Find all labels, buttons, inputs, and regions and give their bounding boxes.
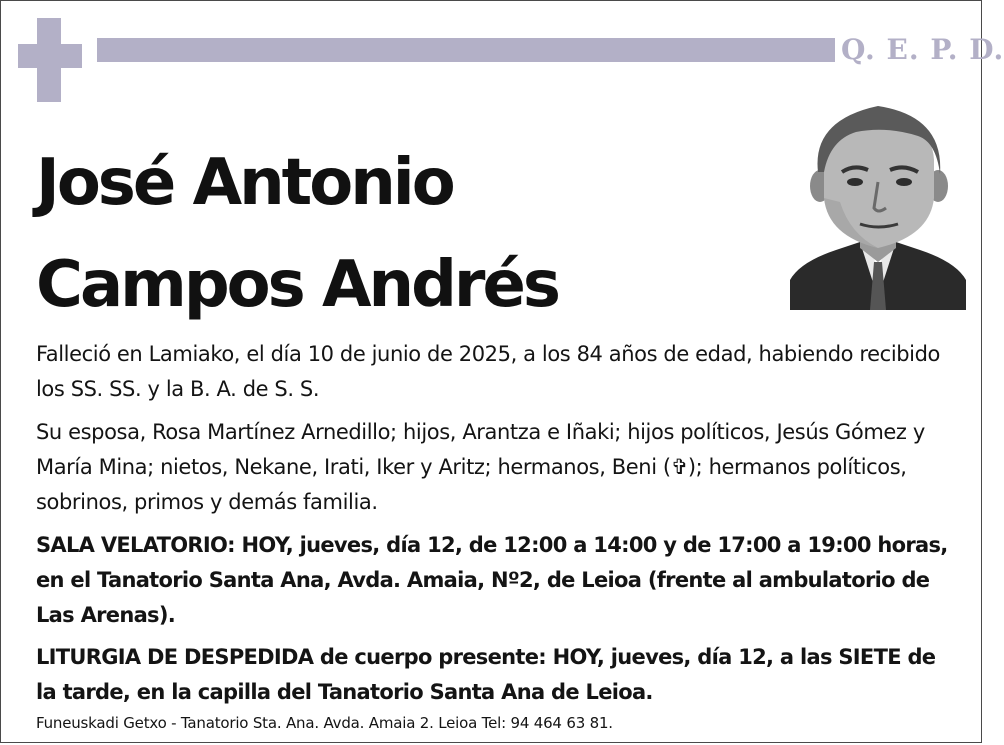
name-line-1: José Antonio <box>36 146 453 220</box>
family-paragraph: Su esposa, Rosa Martínez Arnedillo; hijos, Arantza e Iñaki; hijos políticos, Jesús Gómez y María Mina; nietos, Nekane, Irati, Iker y Aritz; hermanos, Beni (✞); hermanos políticos, sobrinos, primos y demás familia. <box>36 420 925 514</box>
cross-icon <box>18 18 82 102</box>
liturgy-info-paragraph: LITURGIA DE DESPEDIDA de cuerpo presente: HOY, jueves, día 12, a las SIETE de la tarde, en la capilla del Tanatorio Santa Ana de Leioa. <box>36 645 936 704</box>
portrait-photo <box>790 102 966 310</box>
deceased-name <box>36 132 558 336</box>
wake-info-paragraph: SALA VELATORIO: HOY, jueves, día 12, de 12:00 a 14:00 y de 17:00 a 19:00 horas, en el Tanatorio Santa Ana, Avda. Amaia, Nº2, de Leioa (frente al ambulatorio de Las Arenas). <box>36 533 948 627</box>
funeral-home-footer: Funeuskadi Getxo - Tanatorio Sta. Ana. Avda. Amaia 2. Leioa Tel: 94 464 63 81. <box>36 714 613 732</box>
death-notice-paragraph: Falleció en Lamiako, el día 10 de junio de 2025, a los 84 años de edad, habiendo recibido los SS. SS. y la B. A. de S. S. <box>36 342 940 401</box>
header-bar <box>97 38 835 62</box>
qepd-label: Q. E. P. D. <box>841 33 1004 66</box>
name-line-2: Campos Andrés <box>36 248 558 322</box>
